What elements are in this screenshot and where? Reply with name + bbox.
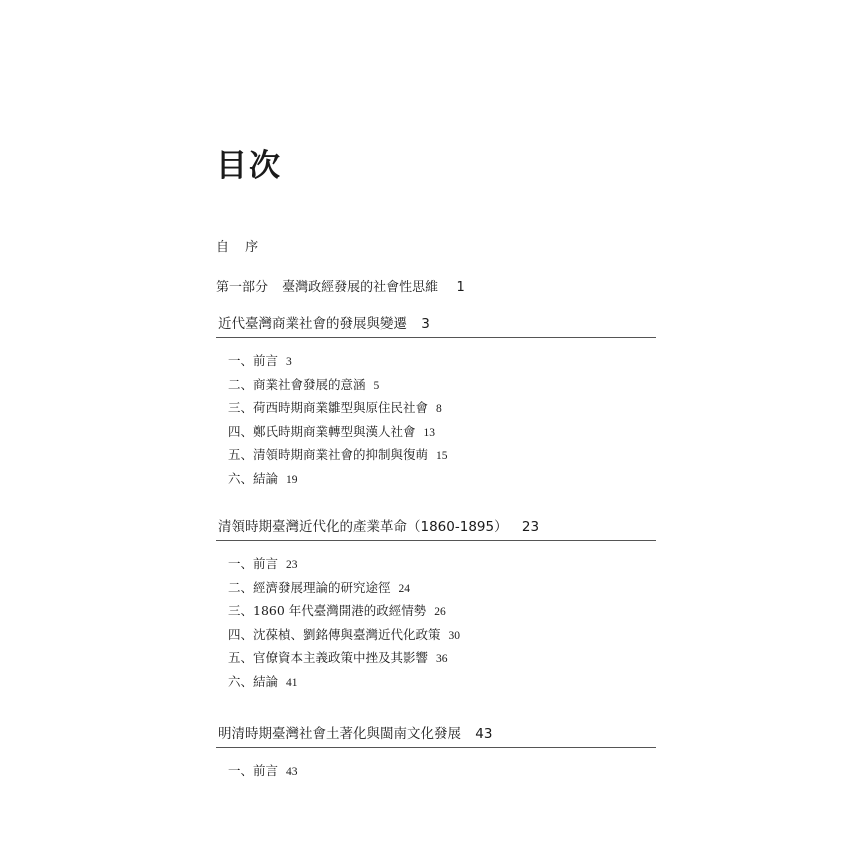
section-page: 30 [448,629,461,642]
chapter-heading[interactable] [216,722,656,748]
section-page: 43 [286,766,298,778]
part-entry[interactable] [216,276,465,295]
section-page: 13 [423,426,436,439]
section-item[interactable] [228,401,656,425]
chapter-title: 明清時期臺灣社會土著化與閩南文化發展 [218,726,461,742]
section-page: 24 [398,582,411,595]
section-title: 一、前言 [228,353,279,368]
section-title: 三、荷西時期商業雛型與原住民社會 [228,400,429,416]
section-title: 六、結論 [228,673,279,689]
section-item[interactable] [228,581,656,605]
section-item[interactable] [228,604,656,628]
chapter-heading[interactable] [216,515,656,541]
section-page: 8 [436,403,442,416]
chapter-page: 23 [521,519,540,535]
section-page: 15 [436,450,448,463]
section-list [216,557,656,699]
chapter-block [216,722,656,788]
section-page: 5 [373,379,380,392]
section-title: 二、商業社會發展的意涵 [228,376,366,392]
section-item[interactable] [228,764,656,788]
section-title: 六、結論 [228,470,279,486]
page-title: 目次 [216,148,282,184]
chapter-page: 43 [475,726,493,742]
chapter-page: 3 [421,316,430,332]
chapter-title: 清領時期臺灣近代化的產業革命（1860-1895） [218,519,508,535]
section-title: 一、前言 [228,556,279,571]
part-page: 1 [456,280,465,295]
section-title: 四、沈葆楨、劉銘傳與臺灣近代化政策 [228,626,441,642]
chapter-heading[interactable] [216,312,656,338]
section-page: 3 [286,356,292,368]
chapter-block [216,515,656,699]
section-item[interactable] [228,472,656,496]
preface-entry[interactable]: 自 序 [216,240,265,255]
section-item[interactable] [228,448,656,472]
section-page: 41 [286,676,298,689]
section-title: 三、1860 年代臺灣開港的政經情勢 [228,603,427,619]
part-label: 第一部分 [216,280,269,295]
section-title: 五、清領時期商業社會的抑制與復萌 [228,447,429,463]
section-page: 19 [286,473,298,486]
section-item[interactable] [228,675,656,699]
part-title: 臺灣政經發展的社會性思維 [282,280,439,295]
section-item[interactable] [228,628,656,652]
section-title: 四、鄭氏時期商業轉型與漢人社會 [228,423,416,439]
section-title: 二、經濟發展理論的研究途徑 [228,579,391,595]
section-page: 26 [434,606,446,619]
section-item[interactable] [228,378,656,402]
section-page: 23 [286,559,298,571]
section-item[interactable] [228,557,656,581]
section-item[interactable] [228,651,656,675]
chapter-block [216,312,656,496]
section-list [216,764,656,788]
section-page: 36 [436,653,448,666]
section-title: 一、前言 [228,763,279,778]
section-title: 五、官僚資本主義政策中挫及其影響 [228,650,429,666]
section-list [216,354,656,496]
section-item[interactable] [228,425,656,449]
chapter-title: 近代臺灣商業社會的發展與變遷 [218,316,407,332]
section-item[interactable] [228,354,656,378]
